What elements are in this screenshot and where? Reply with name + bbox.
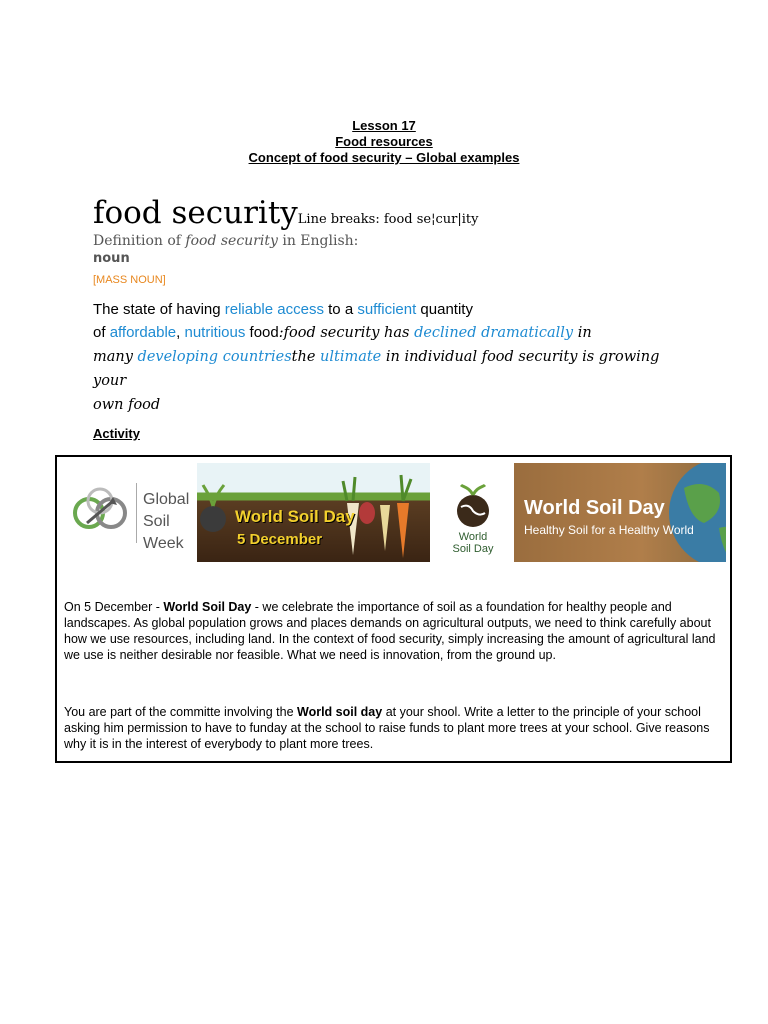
world-soil-day-december-image (197, 463, 430, 562)
definition-text: The state of having reliable access to a sufficient quantity of affordable, nutritious food:food security has declined dramatically in many developing countriesthe ultimate in individual food security is growing your own food (93, 301, 660, 413)
part-of-speech: noun (93, 251, 130, 266)
world-soil-day-date: 5 December (237, 531, 323, 548)
link-ultimate[interactable]: ultimate (320, 349, 382, 365)
lesson-subtitle: Concept of food security – Global examples (248, 150, 520, 165)
logo-divider (136, 483, 137, 543)
global-soil-week-logo (69, 463, 197, 562)
banner-tagline: Healthy Soil for a Healthy World (524, 523, 694, 537)
banner-title: World Soil Day (524, 497, 665, 519)
line-breaks: Line breaks: food se¦cur|ity (297, 212, 479, 227)
link-reliable-access[interactable]: reliable access (224, 301, 324, 318)
globe-sprout-icon (451, 483, 495, 529)
world-soil-day-logo-text: World Soil Day (452, 531, 494, 555)
letter-task-paragraph: You are part of the committe involving the World soil day at your shool. Write a letter to the principle of your school asking him permission to have to funday at the school to raise funds to plant more trees at your school. Give reasons why it is in the interest of everybody to plant more trees. (64, 705, 710, 751)
world-soil-day-logo (433, 463, 513, 562)
activity-heading: Activity (93, 426, 140, 441)
link-sufficient[interactable]: sufficient (357, 301, 417, 318)
world-soil-day-title: World Soil Day (235, 507, 355, 526)
dictionary-entry (93, 195, 693, 286)
world-soil-day-banner (514, 463, 726, 562)
lesson-topic: Food resources (335, 134, 433, 149)
link-nutritious[interactable]: nutritious (184, 324, 246, 341)
headword: food security (93, 195, 298, 231)
definition-of-line: Definition of food security in English: (93, 233, 359, 249)
global-soil-week-text: Global Soil Week (143, 491, 190, 552)
grammar-label: [MASS NOUN] (93, 274, 166, 286)
globe-icon (664, 463, 726, 562)
activity-box (55, 455, 732, 763)
link-declined-dramatically[interactable]: declined dramatically (414, 325, 574, 341)
world-soil-day-paragraph: On 5 December - World Soil Day - we celebrate the importance of soil as a foundation for healthy people and landscapes. As global population grows and places demands on agricultural outputs, we need to think carefully about how we use resources, including land. In the context of food security, simply increasing the amount of agricultural land we use is neither desirable nor feasible. What we need is innovation, from the ground up. (64, 600, 716, 662)
link-developing-countries[interactable]: developing countries (137, 349, 292, 365)
link-affordable[interactable]: affordable (109, 324, 177, 341)
lesson-header (0, 118, 768, 166)
infinity-arrow-icon (69, 483, 133, 543)
lesson-number: Lesson 17 (352, 118, 416, 133)
